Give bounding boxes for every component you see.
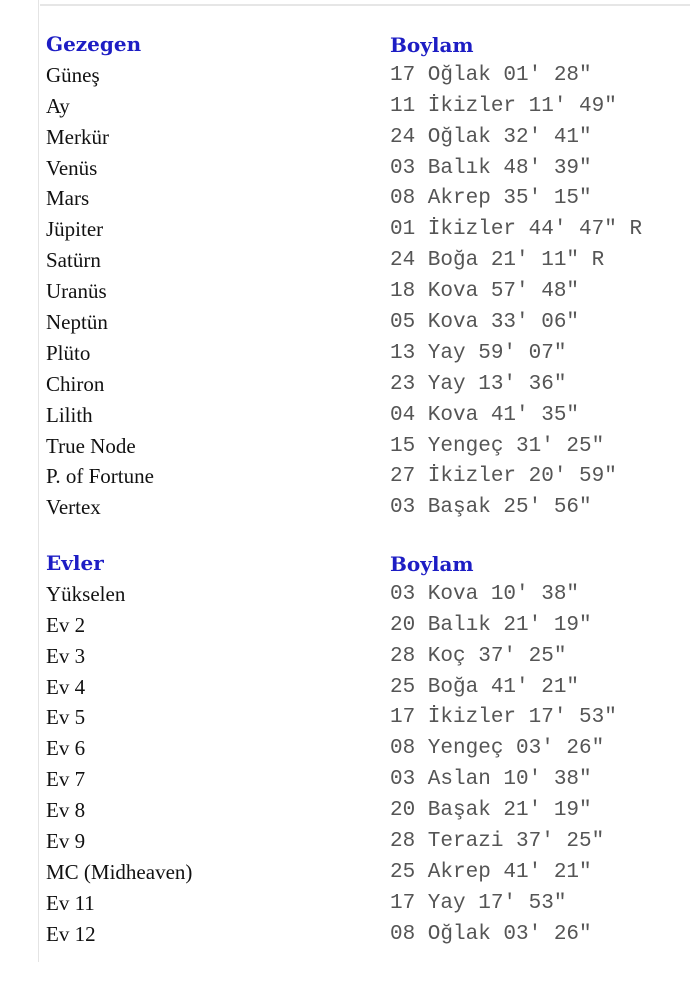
house-row-name: Ev 7 [46, 767, 86, 792]
planet-row-name: Mars [46, 186, 90, 211]
planet-row-name: P. of Fortune [46, 464, 154, 489]
house-row-longitude: 28 Koç 37' 25" [390, 644, 567, 668]
planet-row-longitude: 24 Oğlak 32' 41" [390, 125, 592, 149]
planet-row-name: Venüs [46, 155, 98, 180]
planet-row [0, 308, 690, 339]
planet-row-longitude: 05 Kova 33' 06" [390, 311, 580, 335]
planet-row-longitude: 01 İkizler 44' 47" R [390, 218, 643, 242]
house-row-name: Ev 12 [46, 921, 96, 946]
house-row [0, 889, 690, 920]
planet-row-longitude: 11 İkizler 11' 49" [390, 94, 617, 118]
house-row [0, 734, 690, 765]
planet-row-name: Neptün [46, 310, 108, 335]
planet-row-longitude: 18 Kova 57' 48" [390, 280, 580, 304]
house-row [0, 703, 690, 734]
planet-row-longitude: 27 İkizler 20' 59" [390, 465, 617, 489]
planet-row [0, 432, 690, 463]
planet-row-longitude: 23 Yay 13' 36" [390, 372, 567, 396]
planet-row-longitude: 03 Balık 48' 39" [390, 156, 592, 180]
house-row-longitude: 03 Aslan 10' 38" [390, 768, 592, 792]
house-row [0, 765, 690, 796]
planets-header-value: Boylam [390, 33, 474, 57]
house-row [0, 642, 690, 673]
planet-row [0, 246, 690, 277]
planet-row-name: Merkür [46, 124, 109, 149]
house-row-name: Ev 11 [46, 890, 95, 915]
planet-row-name: Jüpiter [46, 217, 104, 242]
planet-row [0, 401, 690, 432]
planet-row-longitude: 03 Başak 25' 56" [390, 496, 592, 520]
house-row-name: Ev 8 [46, 798, 86, 823]
house-row [0, 673, 690, 704]
house-row-longitude: 25 Boğa 41' 21" [390, 675, 580, 699]
planet-row [0, 339, 690, 370]
house-row [0, 611, 690, 642]
house-row [0, 920, 690, 951]
house-row [0, 580, 690, 611]
planet-row-name: Lilith [46, 402, 93, 427]
planets-header-name: Gezegen [46, 32, 142, 56]
planet-row-name: Satürn [46, 248, 101, 273]
house-row-longitude: 03 Kova 10' 38" [390, 582, 580, 606]
planet-row [0, 215, 690, 246]
planet-row [0, 184, 690, 215]
house-row-longitude: 17 Yay 17' 53" [390, 891, 567, 915]
planet-row [0, 61, 690, 92]
house-row-name: Ev 9 [46, 829, 86, 854]
house-row-longitude: 08 Yengeç 03' 26" [390, 737, 605, 761]
house-row-name: Ev 2 [46, 612, 86, 637]
house-row-name: MC (Midheaven) [46, 859, 193, 884]
planet-row-name: True Node [46, 433, 136, 458]
planet-row-longitude: 13 Yay 59' 07" [390, 341, 567, 365]
house-row-name: Ev 4 [46, 674, 86, 699]
planet-row-longitude: 15 Yengeç 31' 25" [390, 434, 605, 458]
planet-row-name: Uranüs [46, 279, 107, 304]
planet-row-longitude: 08 Akrep 35' 15" [390, 187, 592, 211]
houses-table [0, 549, 690, 951]
planet-row-name: Ay [46, 93, 70, 118]
planet-row [0, 493, 690, 524]
house-row-longitude: 17 İkizler 17' 53" [390, 706, 617, 730]
planets-header-row [0, 30, 690, 61]
house-row-name: Yükselen [46, 581, 126, 606]
house-row-name: Ev 5 [46, 705, 86, 730]
planet-row [0, 370, 690, 401]
house-row-name: Ev 3 [46, 643, 86, 668]
house-row-longitude: 20 Balık 21' 19" [390, 613, 592, 637]
planet-row-name: Güneş [46, 62, 100, 87]
planet-row-longitude: 24 Boğa 21' 11" R [390, 249, 605, 273]
planet-row [0, 154, 690, 185]
planet-row-name: Chiron [46, 371, 105, 396]
house-row-longitude: 20 Başak 21' 19" [390, 799, 592, 823]
houses-header-row [0, 549, 690, 580]
house-row [0, 827, 690, 858]
planet-row [0, 92, 690, 123]
house-row [0, 858, 690, 889]
houses-header-name: Evler [46, 551, 104, 575]
houses-header-value: Boylam [390, 552, 474, 576]
planets-table [0, 30, 690, 524]
planet-row [0, 462, 690, 493]
top-divider [40, 4, 690, 6]
house-row-name: Ev 6 [46, 736, 86, 761]
house-row-longitude: 28 Terazi 37' 25" [390, 830, 605, 854]
house-row [0, 796, 690, 827]
planet-row-name: Plüto [46, 340, 91, 365]
planet-row-longitude: 17 Oğlak 01' 28" [390, 63, 592, 87]
house-row-longitude: 25 Akrep 41' 21" [390, 860, 592, 884]
planet-row-longitude: 04 Kova 41' 35" [390, 403, 580, 427]
planet-row [0, 277, 690, 308]
planet-row [0, 123, 690, 154]
planet-row-name: Vertex [46, 495, 101, 520]
house-row-longitude: 08 Oğlak 03' 26" [390, 922, 592, 946]
